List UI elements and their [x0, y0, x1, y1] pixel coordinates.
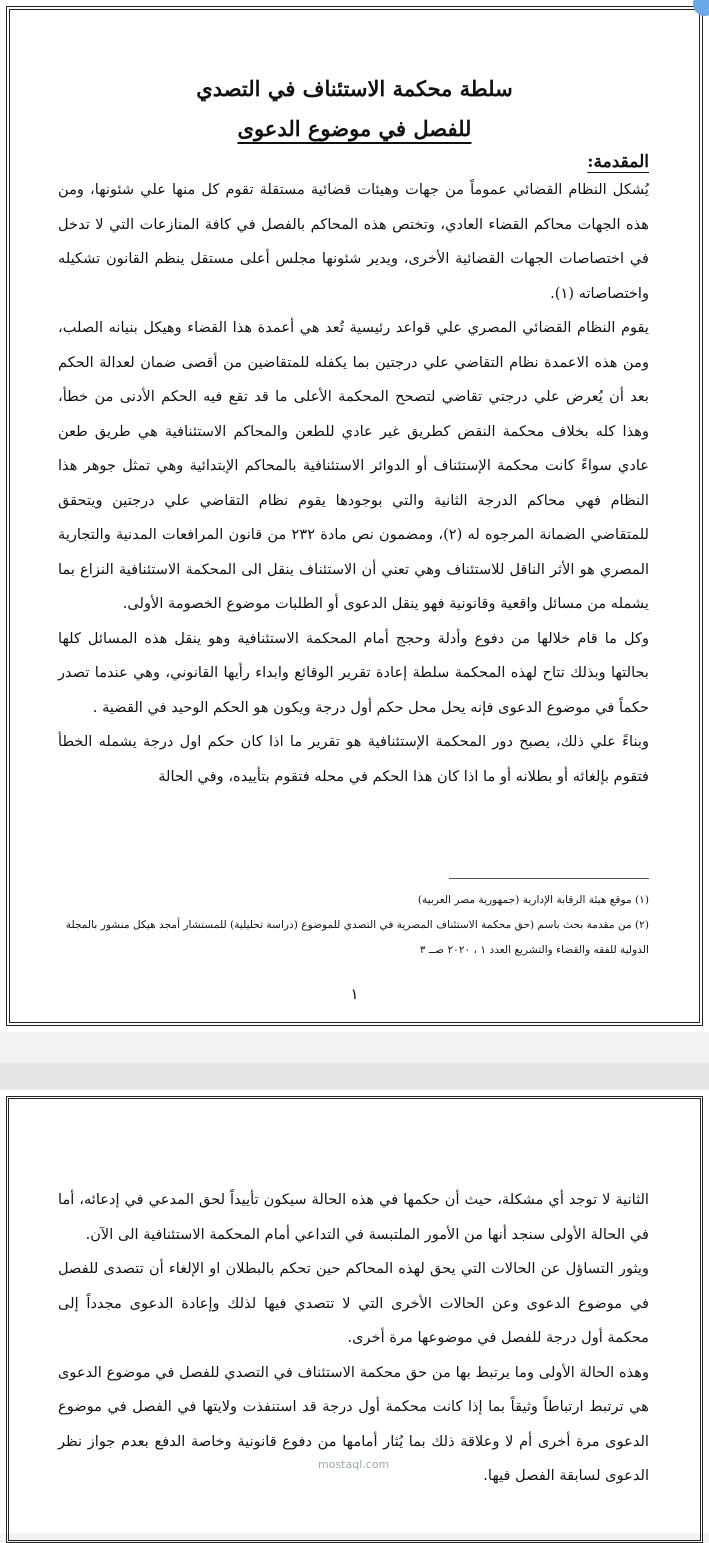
footnote: (٢) من مقدمة بحث باسم (حق محكمة الاستئناف المصرية في التصدي للموضوع (دراسة تحليلية) للمستشار أمجد هيكل منشور بالمجلة الدولية للفقه والقضاء والتشريع العدد ١ ، ٢٠٢٠ صــ ٣: [65, 919, 649, 956]
page-separator: [0, 1063, 709, 1090]
paragraph: الثانية لا توجد أي مشكلة، حيث أن حكمها في هذه الحالة سيكون تأييداً لحق المدعي في إدعائه، أما في الحالة الأولى سنجد أنها من الأمور الملتبسة في التداعي أمام المحكمة الاستئنافية الى الآن.: [58, 1191, 649, 1243]
page-2-body: [58, 1183, 649, 1494]
paragraph: وهذه الحالة الأولى وما يرتبط بها من حق محكمة الاستئناف في التصدي للفصل في موضوع الدعوى هي ترتبط ارتباطاً وثيقاً بما إذا كانت محكمة أول درجة قد استنفذت ولايتها في الفصل في موضوع الدعوى مرة أخرى أم لا وعلاقة ذلك بما يُثار أمامها من دفوع قانونية وخاصة الدفع بعدم جواز نظر الدعوى لسابقة الفصل فيها.: [58, 1363, 649, 1484]
paragraph: يُشكل النظام القضائي عموماً من جهات وهيئات قضائية مستقلة تقوم كل منها علي شئونها، ومن هذه الجهات محاكم القضاء العادي، وتختص هذه المحاكم بالفصل في كافة المنازعات التي لا تدخل في اختصاصات الجهات القضائية الأخرى، ويدير شئونها مجلس أعلى مستقل ينظم القانون تشكيله واختصاصاته (١).: [58, 181, 649, 302]
footnotes: [58, 888, 649, 963]
page-1-body: [58, 173, 649, 794]
watermark: mostaql.com: [318, 1458, 390, 1471]
paragraph: يقوم النظام القضائي المصري علي قواعد رئيسية تُعد هي أعمدة هذا القضاء وهيكل بنيانه الصلب، ومن هذه الاعمدة نظام التقاضي علي درجتين بما يكفله للمتقاضين من أقصى ضمان لعدالة الحكم بعد أن يُعرض علي درجتي تقاضي لتصحح المحكمة الأعلى ما قد تقع فيه الحكم الأدنى من خطأ، وهذا كله بخلاف محكمة النقض كطريق غير عادي للطعن والمحاكم الاستئنافية هي طريق طعن عادي سواءً كانت محكمة الإستئناف أو الدوائر الاستئنافية بالمحاكم الإبتدائية وهي تمثل جوهر هذا النظام فهي محاكم الدرجة الثانية والتي بوجودها يقوم نظام التقاضي علي درجتين ويتحقق للمتقاضي الضمانة المرجوه له (٢)، ومضمون نص مادة ٢٣٢ من قانون المرافعات المدنية والتجارية المصري هو الأثر الناقل للاستئناف وهي تعني أن الاستئناف ينقل الى المحكمة الاستئنافية النزاع بما يشمله من مسائل واقعية وقانونية فهو ينقل الدعوى أو الطلبات موضوع الخصومة الأولى.: [58, 319, 650, 612]
footnote: (١) موقع هيئة الرقابة الإدارية (جمهورية مصر العربية): [417, 894, 649, 906]
document-title-line-1: سلطة محكمة الاستئناف في التصدي: [196, 76, 513, 101]
page-number: ١: [350, 985, 359, 1003]
intro-heading: المقدمة:: [587, 152, 649, 172]
paragraph: وكل ما قام خلالها من دفوع وأدلة وحجج أمام المحكمة الاستئنافية وهو ينقل هذه المسائل كلها بحالتها وبذلك تتاح لهذه المحكمة سلطة إعادة تقرير الوقائع وابداء رأيها القانوني، وهي عندما تصدر حكماً في موضوع الدعوى فإنه يحل محل حكم أول درجة ويكون هو الحكم الوحيد في القضية .: [58, 629, 649, 716]
paragraph: وبناءً علي ذلك، يصبح دور المحكمة الإستئنافية هو تقرير ما اذا كان حكم اول درجة يشمله الخطأ فتقوم بإلغائه أو بطلانه أو ما اذا كان هذا الحكم في محله فتقوم بتأييده، وفي الحالة: [58, 733, 649, 785]
footnote-divider: [449, 878, 649, 879]
document-title-line-2: للفصل في موضوع الدعوى: [237, 116, 472, 141]
paragraph: ويثور التساؤل عن الحالات التي يحق لهذه المحاكم حين تحكم بالبطلان او الإلغاء أن تتصدى للفصل في موضوع الدعوى وعن الحالات الأخرى التي لا تتصدي فيها لذلك وإعادة الدعوى مجدداً إلى محكمة أول درجة للفصل في موضوعها مرة أخرى.: [58, 1260, 649, 1346]
